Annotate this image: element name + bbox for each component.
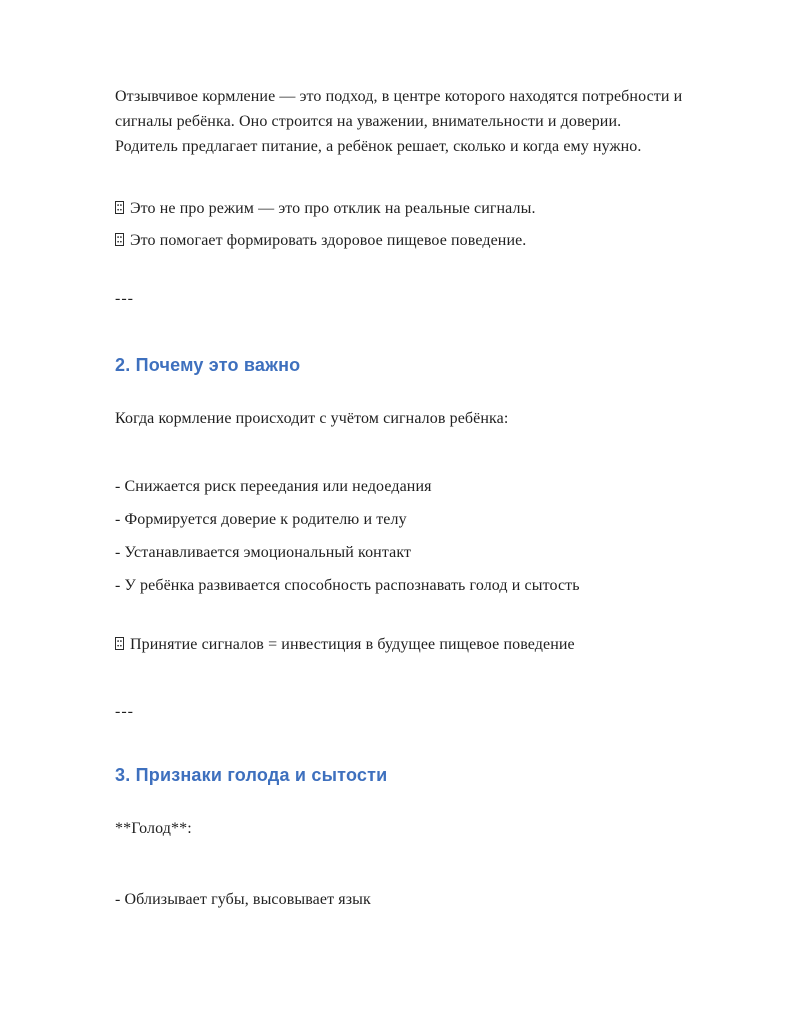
list-item: - Снижается риск переедания или недоедания bbox=[115, 478, 432, 495]
callout-line bbox=[115, 196, 683, 221]
callout-text: Это помогает формировать здоровое пищевое поведение. bbox=[130, 232, 527, 249]
horizontal-rule-text: --- bbox=[115, 703, 134, 720]
subheading-hunger: **Голод**: bbox=[115, 820, 192, 837]
list-item: - Формируется доверие к родителю и телу bbox=[115, 511, 407, 528]
missing-glyph-icon bbox=[115, 201, 124, 214]
section-heading-hunger-satiety: 3. Признаки голода и сытости bbox=[115, 765, 388, 785]
callout-text: Это не про режим — это про отклик на реальные сигналы. bbox=[130, 200, 536, 217]
intro-paragraph: Отзывчивое кормление — это подход, в центре которого находятся потребности и сигналы ребёнка. Оно строится на уважении, внимательности и доверии. Родитель предлагает питание, а ребёнок решает, сколько и когда ему нужно. bbox=[115, 88, 683, 155]
missing-glyph-icon bbox=[115, 637, 124, 650]
list-item: - Устанавливается эмоциональный контакт bbox=[115, 544, 412, 561]
callout-text: Принятие сигналов = инвестиция в будущее пищевое поведение bbox=[130, 636, 575, 653]
callout-line bbox=[115, 632, 683, 657]
list-item: - Облизывает губы, высовывает язык bbox=[115, 891, 371, 908]
list-item: - У ребёнка развивается способность распознавать голод и сытость bbox=[115, 577, 580, 594]
lead-in-paragraph: Когда кормление происходит с учётом сигналов ребёнка: bbox=[115, 410, 509, 427]
section-heading-why-important: 2. Почему это важно bbox=[115, 355, 301, 375]
missing-glyph-icon bbox=[115, 233, 124, 246]
horizontal-rule-text: --- bbox=[115, 290, 134, 307]
callout-line bbox=[115, 228, 683, 253]
